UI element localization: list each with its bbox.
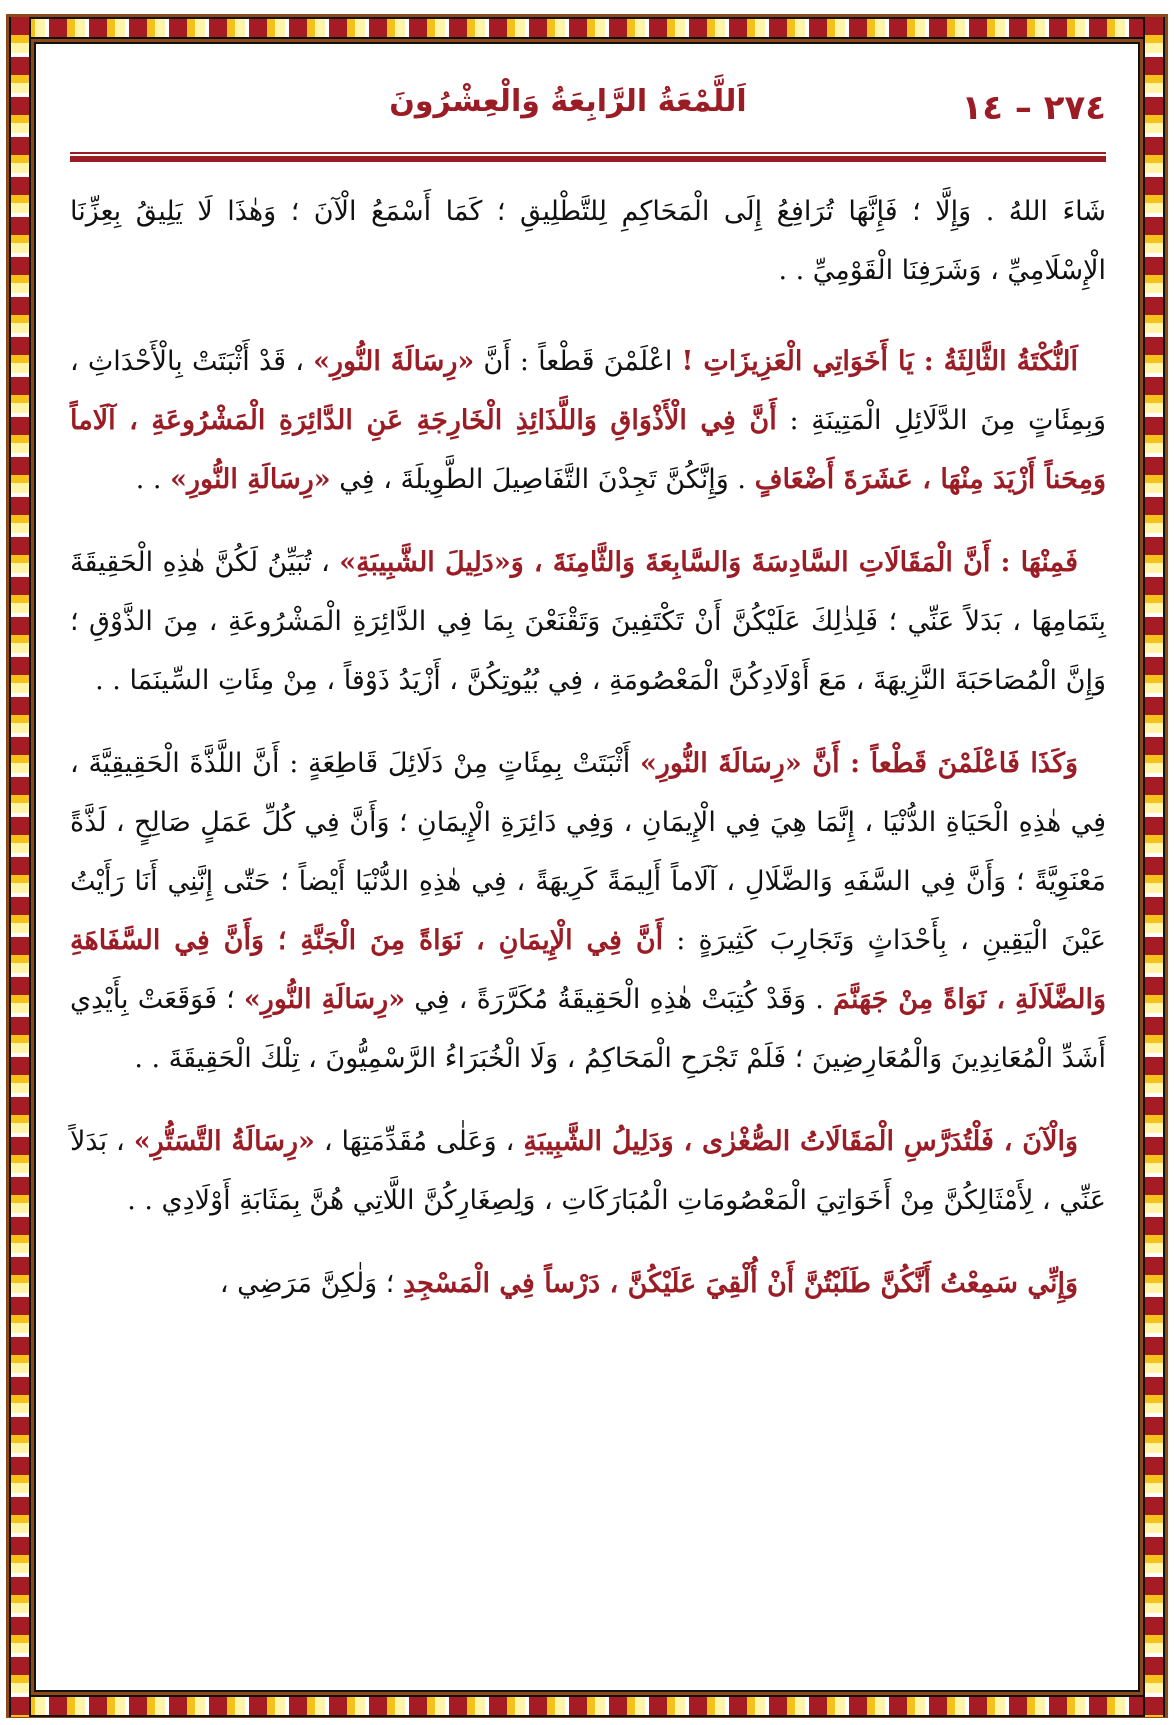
text-segment: ، وَعَلٰى مُقَدِّمَتِهَا ، <box>314 1126 524 1157</box>
page-header <box>70 70 1106 136</box>
highlight-segment: «رِسَالَةِ النُّورِ» <box>243 984 406 1015</box>
header-rule-thick <box>70 156 1106 162</box>
paragraph-likewise <box>70 734 1106 1088</box>
paragraph-third-point <box>70 332 1106 509</box>
highlight-segment: «رِسَالَةُ التَّسَتُّرِ» <box>133 1126 315 1157</box>
text-segment: . . <box>135 464 171 495</box>
text-segment: اعْلَمْنَ قَطْعاً : أَنَّ <box>474 346 682 377</box>
highlight-segment: أَنَّ فِي الْأَذْوَاقِ وَاللَّذَائِذِ الْخَارِجَةِ عَنِ الدَّائِرَةِ الْمَشْرُوعَةِ ، آلَاماً وَمِحَناً أَزْيَدَ مِنْهَا ، عَشَرَةَ أَضْعَافٍ <box>70 405 1106 495</box>
paragraph-continuation <box>70 182 1106 300</box>
paragraph-now <box>70 1112 1106 1230</box>
text-segment: . وَقَدْ كُتِبَتْ هٰذِهِ الْحَقِيقَةُ مُكَرَّرَةً ، فِي <box>405 984 834 1015</box>
text-segment: ، تُبَيِّنُ لَكُنَّ هٰذِهِ الْحَقِيقَةَ بِتَمَامِهَا ، بَدَلاً عَنِّي ؛ فَلِذٰلِكَ عَلَيْكُنَّ أَنْ تَكْتَفِينَ وَتَقْنَعْنَ بِمَا فِي الدَّائِرَةِ الْمَشْرُوعَةِ ، مِنَ الذَّوْقِ ؛ وَإِنَّ الْمُصَاحَبَةَ النَّزِيهَةَ ، مَعَ أَوْلَادِكُنَّ الْمَعْصُومَةِ ، فِي بُيُوتِكُنَّ ، أَزْيَدُ ذَوْقاً ، مِنْ مِئَاتِ السِّينَمَا . . <box>70 547 1106 696</box>
highlight-segment: «رِسَالَةَ النُّورِ» <box>313 346 475 377</box>
ornamental-border-bottom <box>9 1695 1165 1717</box>
text-segment: ؛ فَوَقَعَتْ بِأَيْدِي أَشَدِّ الْمُعَانِدِينَ وَالْمُعَارِضِينَ ؛ فَلَمْ تَجْرَحِ الْمَحَاكِمُ ، وَلَا الْخُبَرَاءُ الرَّسْمِيُّونَ ، تِلْكَ الْحَقِيقَةَ . . <box>70 984 1106 1074</box>
ornamental-border-left <box>9 17 31 1717</box>
text-segment: ، قَدْ أَثْبَتَتْ بِالْأَحْدَاثِ ، وَبِمِئَاتٍ مِنَ الدَّلَائِلِ الْمَتِينَةِ : <box>70 346 1107 436</box>
page-number: ٢٧٤ – ١٤ <box>961 88 1106 128</box>
page-body <box>70 182 1106 1337</box>
highlight-segment: أَنَّ فِي الْإِيمَانِ ، نَوَاةً مِنَ الْجَنَّةِ ؛ وَأَنَّ فِي السَّفَاهَةِ وَالضَّلَالَةِ ، نَوَاةً مِنْ جَهَنَّمَ <box>70 925 1106 1015</box>
text-segment: . وَإِنَّكُنَّ تَجِدْنَ التَّفَاصِيلَ الطَّوِيلَةَ ، فِي <box>330 464 755 495</box>
highlight-segment: اَلنُّكْتَةُ الثَّالِثَةُ : يَا أَخَوَاتِي الْعَزِيزَاتِ ! <box>681 346 1079 377</box>
highlight-segment: وَإِنِّي سَمِعْتُ أَنَّكُنَّ طَلَبْتُنَّ أَنْ أُلْقِيَ عَلَيْكُنَّ ، دَرْساً فِي الْمَسْجِدِ <box>402 1268 1078 1299</box>
header-rule-thin <box>70 152 1106 154</box>
chapter-title: اَللَّمْعَةُ الرَّابِعَةُ وَالْعِشْرُونَ <box>389 84 747 119</box>
ornamental-border-top <box>9 17 1165 39</box>
highlight-segment: «رِسَالَةِ النُّورِ» <box>170 464 331 495</box>
highlight-segment: وَكَذَا فَاعْلَمْنَ قَطْعاً : أَنَّ «رِسَالَةَ النُّورِ» <box>639 748 1078 779</box>
text-segment: شَاءَ اللهُ . وَإِلَّا ؛ فَإِنَّهَا تُرَافِعُ إِلَى الْمَحَاكِمِ لِلتَّطْلِيقِ ؛ كَمَا أَسْمَعُ الْآنَ ؛ وَهٰذَا لَا يَلِيقُ بِعِزِّنَا الْإِسْلَامِيِّ ، وَشَرَفِنَا الْقَوْمِيِّ . . <box>70 196 1106 286</box>
highlight-segment: فَمِنْهَا : أَنَّ الْمَقَالَاتِ السَّادِسَةَ وَالسَّابِعَةَ وَالثَّامِنَةَ ، وَ«دَلِيلَ الشَّبِيبَةِ» <box>339 547 1078 578</box>
paragraph-i-heard <box>70 1254 1106 1313</box>
text-segment: أَثْبَتَتْ بِمِئَاتٍ مِنْ دَلَائِلَ قَاطِعَةٍ : أَنَّ اللَّذَّةَ الْحَقِيقِيَّةَ ، فِي هٰذِهِ الْحَيَاةِ الدُّنْيَا ، إِنَّمَا هِيَ فِي الْإِيمَانِ ، وَفِي دَائِرَةِ الْإِيمَانِ ؛ وَأَنَّ فِي كُلِّ عَمَلٍ صَالِحٍ ، لَذَّةً مَعْنَوِيَّةً ؛ وَأَنَّ فِي السَّفَهِ وَالضَّلَالِ ، آلَاماً أَلِيمَةً كَرِيهَةً ، فِي هٰذِهِ الدُّنْيَا أَيْضاً ؛ حَتّٰى إِنَّنِي أَنَا رَأَيْتُ عَيْنَ الْيَقِينِ ، بِأَحْدَاثٍ وَتَجَارِبَ كَثِيرَةٍ : <box>70 748 1106 956</box>
text-segment: ؛ وَلٰكِنَّ مَرَضِي ، <box>219 1268 403 1299</box>
highlight-segment: وَالْآنَ ، فَلْتُدَرَّسِ الْمَقَالَاتُ الصُّغْرٰى ، وَدَلِيلُ الشَّبِيبَةِ <box>523 1126 1079 1157</box>
ornamental-border-right <box>1143 17 1165 1717</box>
paragraph-among-them <box>70 533 1106 710</box>
page-content <box>70 70 1107 1299</box>
text-segment: ، بَدَلاً عَنِّي ، لِأَمْثَالِكُنَّ مِنْ أَخَوَاتِيَ الْمَعْصُومَاتِ الْمُبَارَكَاتِ ، وَلِصِغَارِكُنَّ اللَّاتِي هُنَّ بِمَثَابَةِ أَوْلَادِي . . <box>70 1126 1106 1216</box>
